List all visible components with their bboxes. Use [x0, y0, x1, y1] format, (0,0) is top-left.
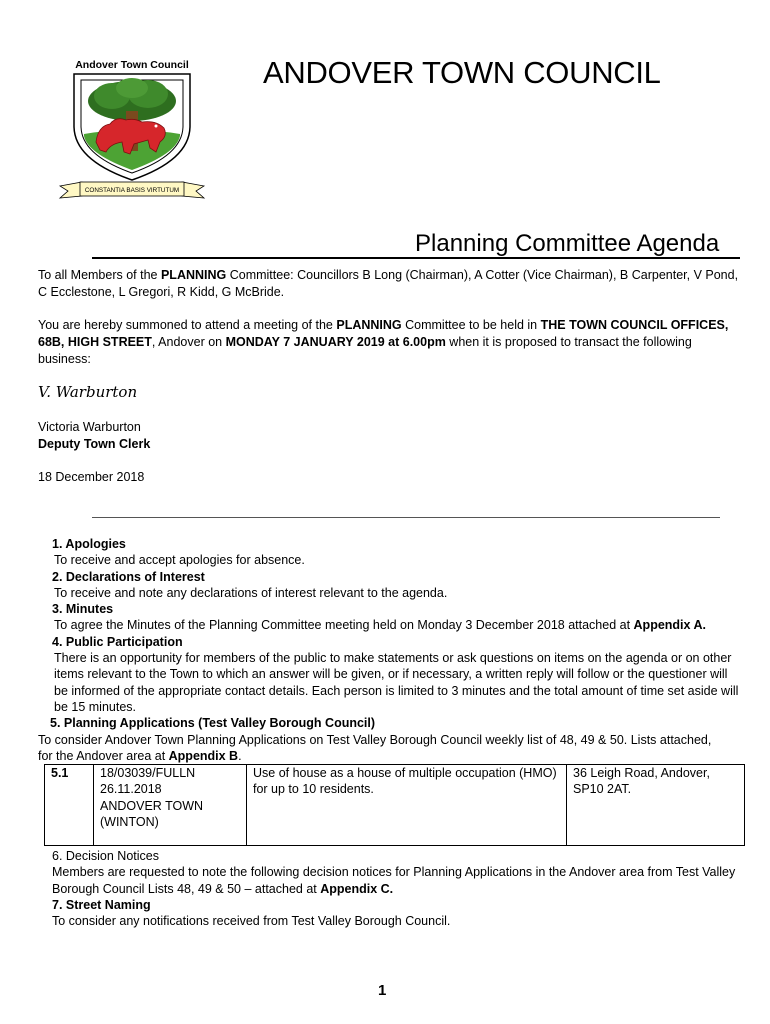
signatory-role: Deputy Town Clerk: [38, 437, 151, 451]
application-ref: 18/03039/FULLN: [100, 766, 196, 780]
agenda-items-continued: [52, 848, 752, 929]
item-1-text: To receive and accept apologies for absence.: [54, 553, 305, 568]
members-prefix: To all Members of the: [38, 268, 161, 282]
crest-motto: CONSTANTIA BASIS VIRTUTUM: [84, 187, 180, 194]
item-6-heading: 6. Decision Notices: [52, 849, 159, 863]
council-title: ANDOVER TOWN COUNCIL: [263, 55, 661, 90]
members-list: Committee: Councillors B Long (Chairman), A Cotter (Vice Chairman), B Carpenter, V Pond, C Ecclestone, L Gregori, R Kidd, G McBride.: [38, 268, 739, 299]
item-4-text: There is an opportunity for members of the public to make statements or ask questions on items on the agenda or on other items relevant to the Town to which an answer will be given, or if necessary, a written reply will follow or the questioner will be informed of the appropriate contact details. Each person is limited to 3 minutes and the total amount of time set aside will be 15 minutes.: [54, 651, 739, 714]
summons-committee: PLANNING: [336, 318, 402, 332]
planning-applications-table: [44, 764, 745, 846]
agenda-title: Planning Committee Agenda: [415, 230, 720, 257]
item-2-heading: 2. Declarations of Interest: [52, 569, 205, 584]
summons-date: MONDAY 7 JANUARY 2019 at 6.00pm: [225, 335, 446, 349]
item-4-heading: 4. Public Participation: [52, 634, 183, 649]
summons-text-1: You are hereby summoned to attend a meeting of the: [38, 318, 337, 332]
summons-text-3: , Andover on: [151, 335, 226, 349]
council-crest: [52, 56, 212, 206]
table-row: [45, 765, 745, 846]
item-5-body: [38, 732, 728, 765]
item-7-heading: 7. Street Naming: [52, 897, 151, 912]
signatory-name: Victoria Warburton: [38, 420, 141, 434]
item-1-heading: 1. Apologies: [52, 537, 126, 551]
summons-paragraph: [38, 317, 743, 368]
item-3-body: [52, 617, 752, 633]
clerk-signature: V. Warburton: [38, 383, 138, 401]
item-5-heading: 5. Planning Applications (Test Valley Borough Council): [50, 716, 376, 731]
item-7-text: To consider any notifications received from Test Valley Borough Council.: [52, 914, 451, 929]
agenda-items: [38, 536, 752, 764]
item-6-appendix: Appendix C.: [320, 881, 394, 896]
item-6-text: Members are requested to note the following decision notices for Planning Applications in the Andover area from Test Valley Borough Council Lists 48, 49 & 50 – attached at: [52, 865, 736, 896]
page-number: 1: [378, 982, 387, 999]
crest-caption: Andover Town Council: [75, 59, 189, 71]
summons-text-2: Committee to be held in: [401, 318, 541, 332]
item-5-appendix: Appendix B: [168, 748, 239, 763]
section-divider: [92, 517, 720, 518]
item-3-heading: 3. Minutes: [52, 602, 114, 617]
application-ward: ANDOVER TOWN: [100, 798, 204, 813]
application-ward-detail: (WINTON): [100, 814, 159, 829]
item-2-text: To receive and note any declarations of interest relevant to the agenda.: [54, 585, 448, 600]
application-address: 36 Leigh Road, Andover, SP10 2AT.: [567, 765, 745, 846]
crest-shield-icon: [52, 56, 212, 206]
item-5-end: .: [238, 748, 242, 763]
application-proposal: Use of house as a house of multiple occupation (HMO) for up to 10 residents.: [247, 765, 567, 846]
item-3-text: To agree the Minutes of the Planning Committee meeting held on Monday 3 December 2018 attached at: [54, 618, 634, 633]
summons-venue: THE TOWN COUNCIL OFFICES, 68B, HIGH STREET: [38, 318, 729, 349]
summons-text-4: when it is proposed to transact the following business:: [38, 335, 692, 366]
item-6-body: [52, 864, 752, 897]
item-3-appendix: Appendix A.: [633, 618, 706, 633]
members-paragraph: [38, 267, 743, 301]
application-reference-cell: [94, 765, 247, 846]
title-divider: [92, 257, 740, 259]
members-committee: PLANNING: [160, 268, 227, 282]
item-5-text: To consider Andover Town Planning Applications on Test Valley Borough Council weekly list of 48, 49 & 50. Lists attached, for the Andover area at: [38, 732, 712, 763]
application-number: 5.1: [45, 765, 94, 846]
agenda-date: 18 December 2018: [38, 470, 145, 484]
application-date: 26.11.2018: [100, 782, 162, 797]
